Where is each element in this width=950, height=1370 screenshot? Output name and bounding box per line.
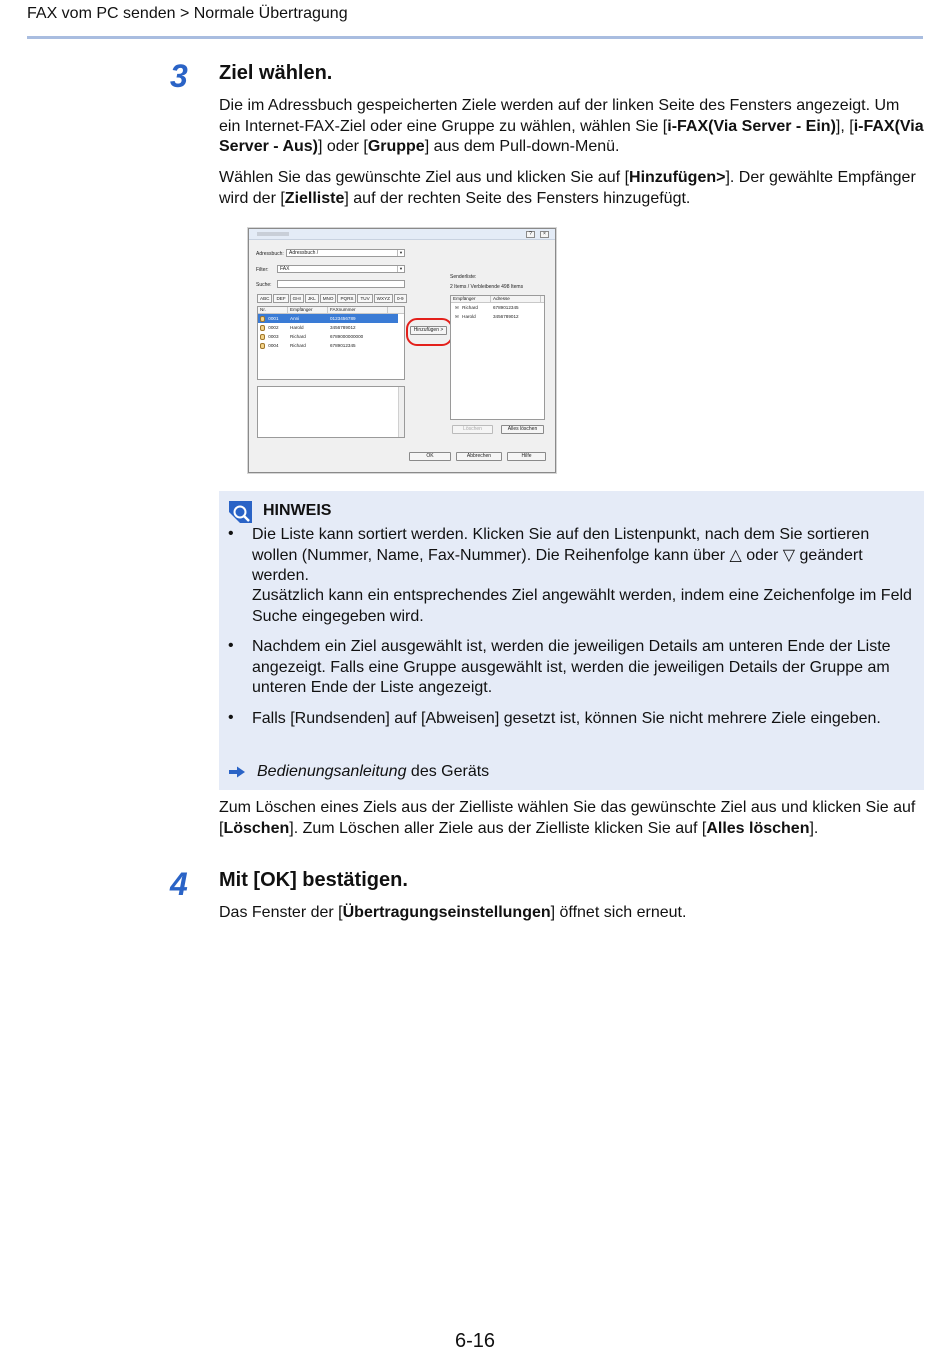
suche-label: Suche: xyxy=(256,282,272,288)
column-nr[interactable]: Nr. xyxy=(258,307,288,313)
help-icon[interactable]: ? xyxy=(526,231,535,238)
list-item[interactable]: 0003 Richard 6789000000000 xyxy=(258,332,404,341)
tab-def[interactable]: DEF xyxy=(273,294,288,303)
hilfe-button[interactable]: Hilfe xyxy=(507,452,546,461)
ok-button[interactable]: OK xyxy=(409,452,451,461)
contact-icon xyxy=(260,316,265,322)
chevron-down-icon: ▼ xyxy=(397,266,404,272)
hinweis-title: HINWEIS xyxy=(263,502,332,519)
abbrechen-button[interactable]: Abbrechen xyxy=(456,452,502,461)
alphabet-tabs xyxy=(257,294,408,303)
details-panel xyxy=(257,386,405,438)
address-list-header xyxy=(258,307,404,314)
delete-instructions: Zum Löschen eines Ziels aus der Zielliste wählen Sie das gewünschte Ziel aus und klicken Sie auf [Löschen]. Zum Löschen aller Ziele aus der Zielliste klicken Sie auf [Alles löschen]. xyxy=(219,799,916,837)
column-target-empfaenger[interactable]: Empfänger xyxy=(451,296,491,302)
tab-abc[interactable]: ABC xyxy=(257,294,272,303)
contact-icon xyxy=(260,343,265,349)
tab-0-9[interactable]: 0-9 xyxy=(394,294,407,303)
dialog-titlebar xyxy=(249,229,555,240)
column-adresse[interactable]: Adresse xyxy=(491,296,541,302)
column-faxnummer[interactable]: FAXnummer xyxy=(328,307,388,313)
tab-jkl[interactable]: JKL xyxy=(305,294,319,303)
hinzufuegen-button[interactable]: Hinzufügen > xyxy=(410,326,447,335)
filter-select[interactable]: FAX ▼ xyxy=(277,265,405,273)
page-number: 6-16 xyxy=(454,1330,496,1352)
alles-loeschen-button[interactable]: Alles löschen xyxy=(501,425,544,434)
list-item[interactable]: ✉ Richard 6789012345 xyxy=(455,305,519,310)
note-bullet-1-extra: Zusätzlich kann ein entsprechendes Ziel angewählt werden, indem eine Zeichenfolge im Feld Suche eingegeben wird. xyxy=(252,587,912,625)
contact-icon xyxy=(260,325,265,331)
zielliste-label: Senderliste: xyxy=(450,274,477,280)
list-item[interactable]: 0004 Richard 6789012345 xyxy=(258,341,404,350)
step-title-3: Ziel wählen. xyxy=(219,62,333,84)
adressbuch-label: Adressbuch: xyxy=(256,251,284,257)
arrow-right-icon xyxy=(228,766,246,778)
manual-reference-link[interactable]: Bedienungsanleitung des Geräts xyxy=(257,763,490,780)
target-list[interactable] xyxy=(450,295,545,420)
contact-icon xyxy=(260,334,265,340)
note-icon xyxy=(228,500,253,524)
step-number-4: 4 xyxy=(170,866,188,902)
breadcrumb: FAX vom PC senden > Normale Übertragung xyxy=(27,5,348,22)
note-bullet-1: Die Liste kann sortiert werden. Klicken Sie auf den Listenpunkt, nach dem Sie sortieren wollen (Nummer, Name, Fax-Nummer). Die Reihenfolge kann über △ oder ▽ geändert werden. xyxy=(252,526,870,584)
step4-paragraph: Das Fenster der [Übertragungseinstellungen] öffnet sich erneut. xyxy=(219,904,687,921)
list-item[interactable]: 0002 Harold 3456789012 xyxy=(258,323,404,332)
bullet-3: • xyxy=(228,709,234,726)
step3-paragraph-2: Wählen Sie das gewünschte Ziel aus und klicken Sie auf [Hinzufügen>]. Der gewählte Empfänger wird der [Zielliste] auf der rechten Seite des Fensters hinzugefügt. xyxy=(219,169,916,207)
column-empfaenger[interactable]: Empfänger xyxy=(288,307,328,313)
step-title-4: Mit [OK] bestätigen. xyxy=(219,869,408,891)
tab-tuv[interactable]: TUV xyxy=(357,294,372,303)
note-bullet-2: Nachdem ein Ziel ausgewählt ist, werden die jeweiligen Details am unteren Ende der Liste angezeigt. Falls eine Gruppe ausgewählt ist, werden die jeweiligen Details der Gruppe am unteren Ende der Liste angezeigt. xyxy=(252,638,891,696)
zielliste-info: 2 Items / Verbleibende 498 Items xyxy=(450,284,524,290)
blurred-title xyxy=(257,232,289,236)
tab-ghi[interactable]: GHI xyxy=(290,294,304,303)
bullet-2: • xyxy=(228,637,234,654)
tab-mno[interactable]: MNO xyxy=(320,294,337,303)
filter-label: Filter: xyxy=(256,267,269,273)
bullet-1: • xyxy=(228,525,234,542)
list-item[interactable]: 0001 Anni 0123456789 xyxy=(258,314,398,323)
loeschen-button[interactable]: Löschen xyxy=(452,425,493,434)
fax-icon: ✉ xyxy=(455,314,459,319)
chevron-down-icon: ▼ xyxy=(397,250,404,256)
close-icon[interactable]: × xyxy=(540,231,549,238)
step-number-3: 3 xyxy=(170,58,188,94)
note-bullet-3: Falls [Rundsenden] auf [Abweisen] gesetzt ist, können Sie nicht mehrere Ziele eingeben. xyxy=(252,710,881,727)
suche-input[interactable] xyxy=(277,280,405,288)
highlight-circle xyxy=(406,318,453,346)
header-divider xyxy=(27,36,923,39)
tab-pqrs[interactable]: PQRS xyxy=(337,294,356,303)
list-item[interactable]: ✉ Harold 3456789012 xyxy=(455,314,519,319)
address-book-dialog-screenshot xyxy=(248,228,556,473)
address-list[interactable] xyxy=(257,306,405,380)
triangle-down-icon: ▽ xyxy=(782,546,796,564)
target-list-header xyxy=(451,296,544,303)
step3-paragraph-1: Die im Adressbuch gespeicherten Ziele werden auf der linken Seite des Fensters angezeigt. Um ein Internet-FAX-Ziel oder eine Gruppe zu wählen, wählen Sie [i-FAX(Via Server - Ein)], [i-FAX(Via Server - Aus)] oder [Gruppe] aus dem Pull-down-Menü. xyxy=(219,97,924,155)
triangle-up-icon: △ xyxy=(729,546,742,564)
fax-icon: ✉ xyxy=(455,305,459,310)
adressbuch-select[interactable]: Adressbuch / ▼ xyxy=(286,249,405,257)
details-scrollbar[interactable] xyxy=(398,387,404,437)
tab-wxyz[interactable]: WXYZ xyxy=(374,294,393,303)
